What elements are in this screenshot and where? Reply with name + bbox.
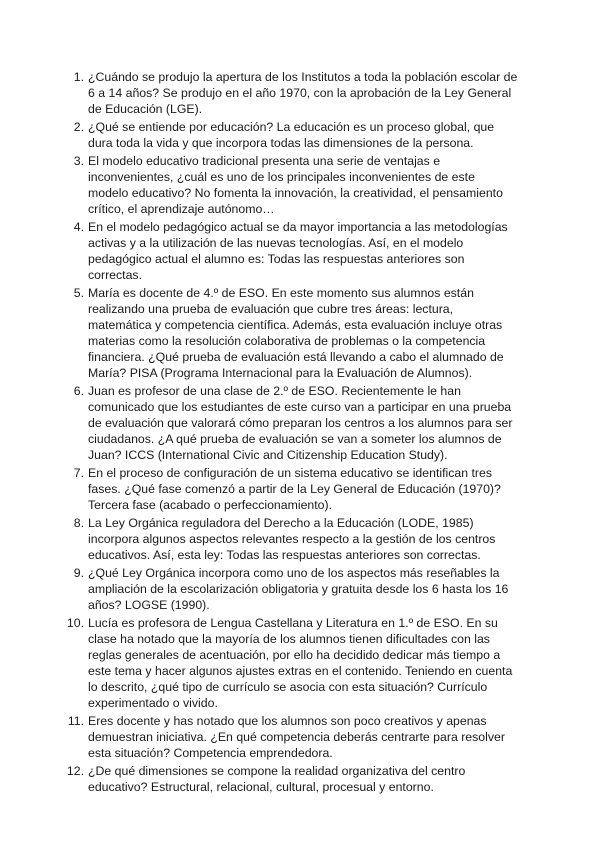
item-number: 10. — [66, 616, 84, 630]
item-text: Eres docente y has notado que los alumnos son poco creativos y apenas demuestran iniciativa. ¿En qué competencia deberás centrarte para resolver esta situación? Competencia emprendedora. — [88, 714, 505, 760]
item-text: En el modelo pedagógico actual se da mayor importancia a las metodologías activas y a la utilización de las nuevas tecnologías. Así, en el modelo pedagógico actual el alumno es: Todas las respuestas anteriores son correctas. — [88, 220, 508, 282]
item-number: 4. — [73, 220, 84, 234]
item-number: 9. — [73, 566, 84, 580]
item-text: El modelo educativo tradicional presenta una serie de ventajas e inconvenientes, ¿cuál es uno de los principales inconvenientes de este modelo educativo? No fomenta la innovación, la creatividad, el pensamiento crítico, el aprendizaje autónomo… — [88, 154, 503, 216]
list-item — [73, 219, 518, 283]
item-text: Lucía es profesora de Lengua Castellana y Literatura en 1.º de ESO. En su clase ha notado que la mayoría de los alumnos tienen dificultades con las reglas generales de acentuación, por ello ha decidido dedicar más tiempo a este tema y hacer algunos ajustes extras en el contenido. Teniendo en cuenta lo descrito, ¿qué tipo de currículo se asocia con esta situación? Currículo experimentado o vivido. — [88, 616, 513, 710]
list-item — [73, 153, 518, 217]
item-number: 12. — [66, 764, 84, 778]
list-item — [73, 285, 518, 381]
list-item — [66, 615, 518, 711]
list-item — [66, 763, 518, 795]
item-text: La Ley Orgánica reguladora del Derecho a la Educación (LODE, 1985) incorpora algunos aspectos relevantes respecto a la gestión de los centros educativos. Así, esta ley: Todas las respuestas anteriores son correctas. — [88, 516, 496, 562]
item-number: 8. — [73, 516, 84, 530]
list-item — [73, 119, 518, 151]
item-text: María es docente de 4.º de ESO. En este momento sus alumnos están realizando una prueba de evaluación que cubre tres áreas: lectura, matemática y competencia científica. Además, esta evaluación incluye otras materias como la resolución colaborativa de problemas o la competencia financiera. ¿Qué prueba de evaluación está llevando a cabo el alumnado de María? PISA (Programa Internacional para la Evaluación de Alumnos). — [88, 286, 504, 380]
list-item — [73, 69, 518, 117]
item-text: ¿Cuándo se produjo la apertura de los Institutos a toda la población escolar de 6 a 14 años? Se produjo en el año 1970, con la aprobación de la Ley General de Educación (LGE). — [88, 70, 518, 116]
item-text: ¿De qué dimensiones se compone la realidad organizativa del centro educativo? Estructural, relacional, cultural, procesual y entorno. — [88, 764, 466, 794]
list-item — [73, 565, 518, 613]
item-number: 11. — [67, 714, 84, 728]
item-number: 3. — [73, 154, 84, 168]
list-item — [67, 713, 518, 761]
item-text: ¿Qué se entiende por educación? La educación es un proceso global, que dura toda la vida y que incorpora todas las dimensiones de la persona. — [88, 120, 495, 150]
item-number: 6. — [73, 384, 84, 398]
item-number: 5. — [73, 286, 84, 300]
item-number: 2. — [73, 120, 84, 134]
item-text: Juan es profesor de una clase de 2.º de ESO. Recientemente le han comunicado que los estudiantes de este curso van a participar en una prueba de evaluación que valorará cómo preparan los centros a los alumnos para ser ciudadanos. ¿A qué prueba de evaluación se van a someter los alumnos de Juan? ICCS (International Civic and Citizenship Education Study). — [88, 384, 513, 462]
question-list — [66, 69, 518, 797]
item-number: 7. — [73, 466, 84, 480]
list-item — [73, 383, 518, 463]
list-item — [73, 515, 518, 563]
list-item — [73, 465, 518, 513]
item-number: 1. — [73, 70, 84, 84]
item-text: En el proceso de configuración de un sistema educativo se identifican tres fases. ¿Qué fase comenzó a partir de la Ley General de Educación (1970)? Tercera fase (acabado o perfeccionamiento). — [88, 466, 501, 512]
item-text: ¿Qué Ley Orgánica incorpora como uno de los aspectos más reseñables la ampliación de la escolarización obligatoria y gratuita desde los 6 hasta los 16 años? LOGSE (1990). — [88, 566, 509, 612]
